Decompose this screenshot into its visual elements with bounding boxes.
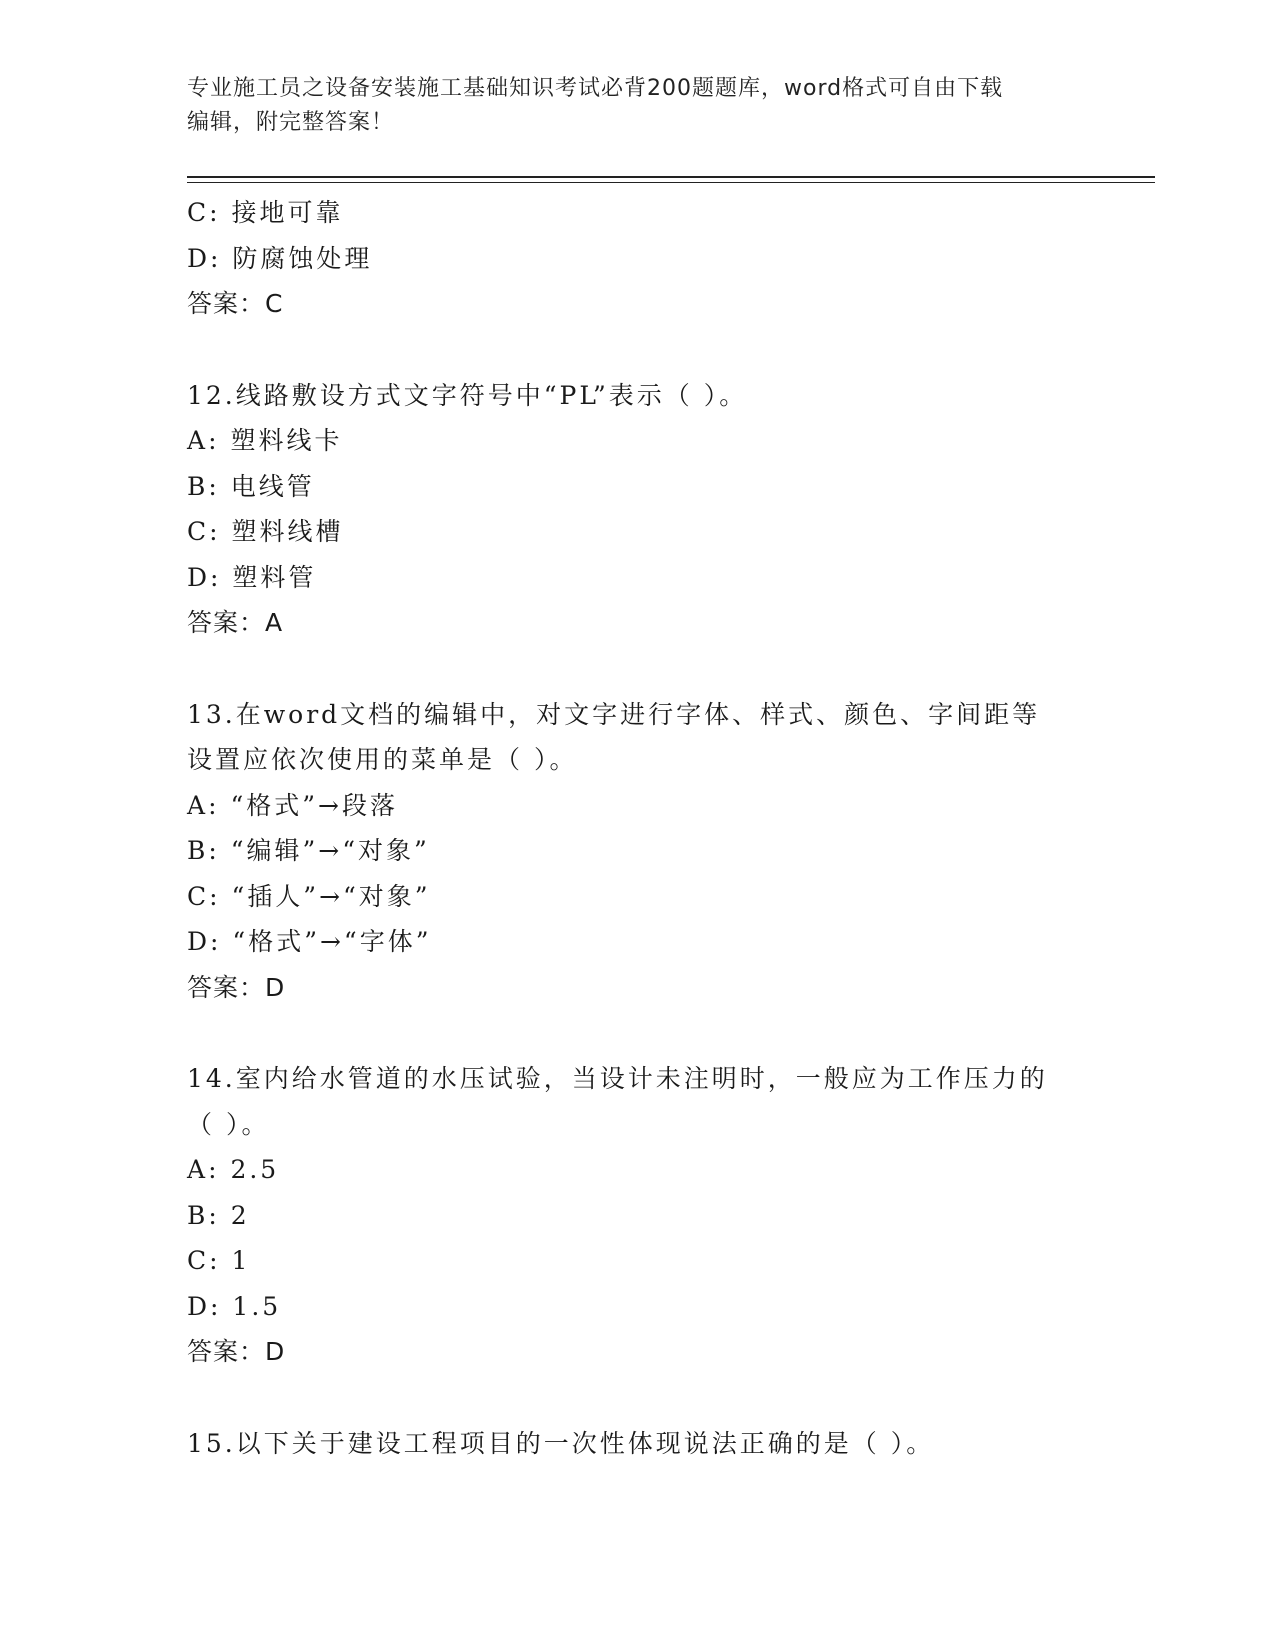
document-body [187,190,1087,1466]
option-c: C: “插人”→“对象” [187,881,431,911]
question-text: 14.室内给水管道的水压试验，当设计未注明时，一般应为工作压力的 [187,1064,1048,1093]
question-text-continued: （ ）。 [187,1109,270,1139]
answer-line: 答案：D [187,1337,286,1366]
option-d: D: “格式”→“字体” [187,927,432,956]
option-c: C: 接地可靠 [187,198,344,227]
header-rule-thin [187,182,1155,183]
document-header [187,72,1067,140]
option-b: B: “编辑”→“对象” [187,836,430,865]
option-b: B: 电线管 [187,471,315,501]
answer-line: 答案：A [187,608,284,637]
option-d: D: 1.5 [187,1291,282,1321]
header-line-1: 专业施工员之设备安装施工基础知识考试必背200题题库，word格式可自由下载 [187,76,1004,101]
option-c: C: 1 [187,1246,251,1275]
question-text: 15.以下关于建设工程项目的一次性体现说法正确的是（ ）。 [187,1428,935,1458]
option-a: A: 塑料线卡 [187,426,343,455]
question-text-continued: 设置应依次使用的菜单是（ ）。 [187,745,578,774]
answer-line: 答案：D [187,972,286,1002]
question-block-12 [187,373,1087,646]
header-rule-thick [187,176,1155,178]
option-d: D: 防腐蚀处理 [187,243,373,273]
option-d: D: 塑料管 [187,562,317,592]
option-a: A: 2.5 [187,1155,280,1184]
question-text: 13.在word文档的编辑中，对文字进行字体、样式、颜色、字间距等 [187,699,1041,729]
option-b: B: 2 [187,1200,250,1230]
option-c: C: 塑料线槽 [187,517,344,546]
question-text: 12.线路敷设方式文字符号中“PL”表示（ ）。 [187,380,748,410]
question-block-15 [187,1421,1087,1467]
question-block-11 [187,190,1087,327]
option-a: A: “格式”→段落 [187,790,398,820]
header-line-2: 编辑，附完整答案！ [187,110,395,135]
answer-line: 答案：C [187,289,284,318]
question-block-13 [187,692,1087,1011]
question-block-14 [187,1056,1087,1375]
